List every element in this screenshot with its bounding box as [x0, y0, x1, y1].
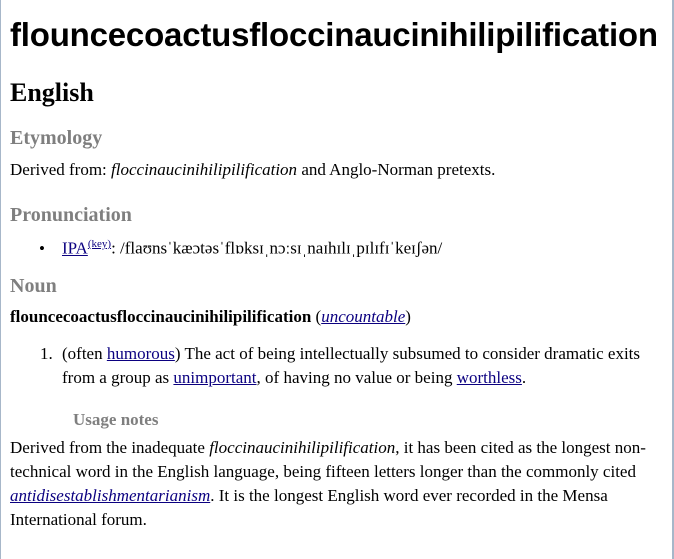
noun-heading: Noun	[10, 275, 57, 297]
worthless-link[interactable]: worthless	[456, 368, 522, 387]
uncountable-link[interactable]	[321, 307, 405, 326]
uncountable-label: uncountable	[321, 307, 406, 326]
usage-notes-text	[10, 436, 665, 532]
definition-part: .	[521, 368, 527, 387]
headword-line	[10, 307, 411, 327]
definition-part: (often	[62, 344, 107, 363]
definition-text	[62, 342, 650, 390]
etymology-suffix: and Anglo-Norman pretexts.	[297, 160, 496, 179]
headword: flouncecoactusfloccinaucinihilipilification	[10, 307, 312, 326]
notes-part: . It is the longest English word ever recorded in the Mensa International forum.	[10, 486, 608, 529]
unimportant-link[interactable]: unimportant	[173, 368, 257, 387]
ipa-transcription: : /flaʊnsˈkæɔtəsˈflɒksɪˌnɔːsɪˌnaɪhɪlɪˌpɪlɪfɪˈkeɪʃən/	[111, 238, 443, 258]
definition-number: 1.	[40, 344, 53, 363]
pronunciation-item	[10, 238, 442, 259]
notes-part: , it has been cited as the longest non-technical word in the English language, being fifteen letters longer than the commonly cited	[10, 438, 646, 481]
antidisestablishmentarianism-label: antidisestablishmentarianism	[10, 486, 211, 505]
paren-close: )	[405, 307, 411, 326]
notes-part: Derived from the inadequate	[10, 438, 210, 457]
paren-open: (	[311, 307, 322, 326]
key-link[interactable]: (key)	[87, 238, 112, 250]
etymology-prefix: Derived from:	[10, 160, 112, 179]
usage-notes-heading: Usage notes	[73, 410, 159, 429]
definition-part: ) The act of being intellectually subsumed to consider dramatic exits from a group as	[62, 344, 641, 387]
etymology-heading: Etymology	[10, 127, 103, 149]
etymology-text	[10, 158, 495, 182]
definition-item	[40, 342, 650, 390]
antidisestablishmentarianism-link[interactable]	[10, 486, 210, 505]
notes-italic-term: floccinaucinihilipilification	[209, 438, 396, 457]
page-title: flouncecoactusfloccinaucinihilipilification	[10, 16, 658, 53]
definition-part: , of having no value or being	[256, 368, 457, 387]
etymology-term: floccinaucinihilipilification	[111, 160, 298, 179]
left-frame-border	[0, 0, 1, 559]
humorous-link[interactable]: humorous	[106, 344, 175, 363]
language-heading: English	[10, 78, 94, 107]
ipa-link[interactable]: IPA	[62, 238, 88, 258]
bullet-icon: •	[39, 238, 45, 258]
pronunciation-heading: Pronunciation	[10, 204, 132, 226]
